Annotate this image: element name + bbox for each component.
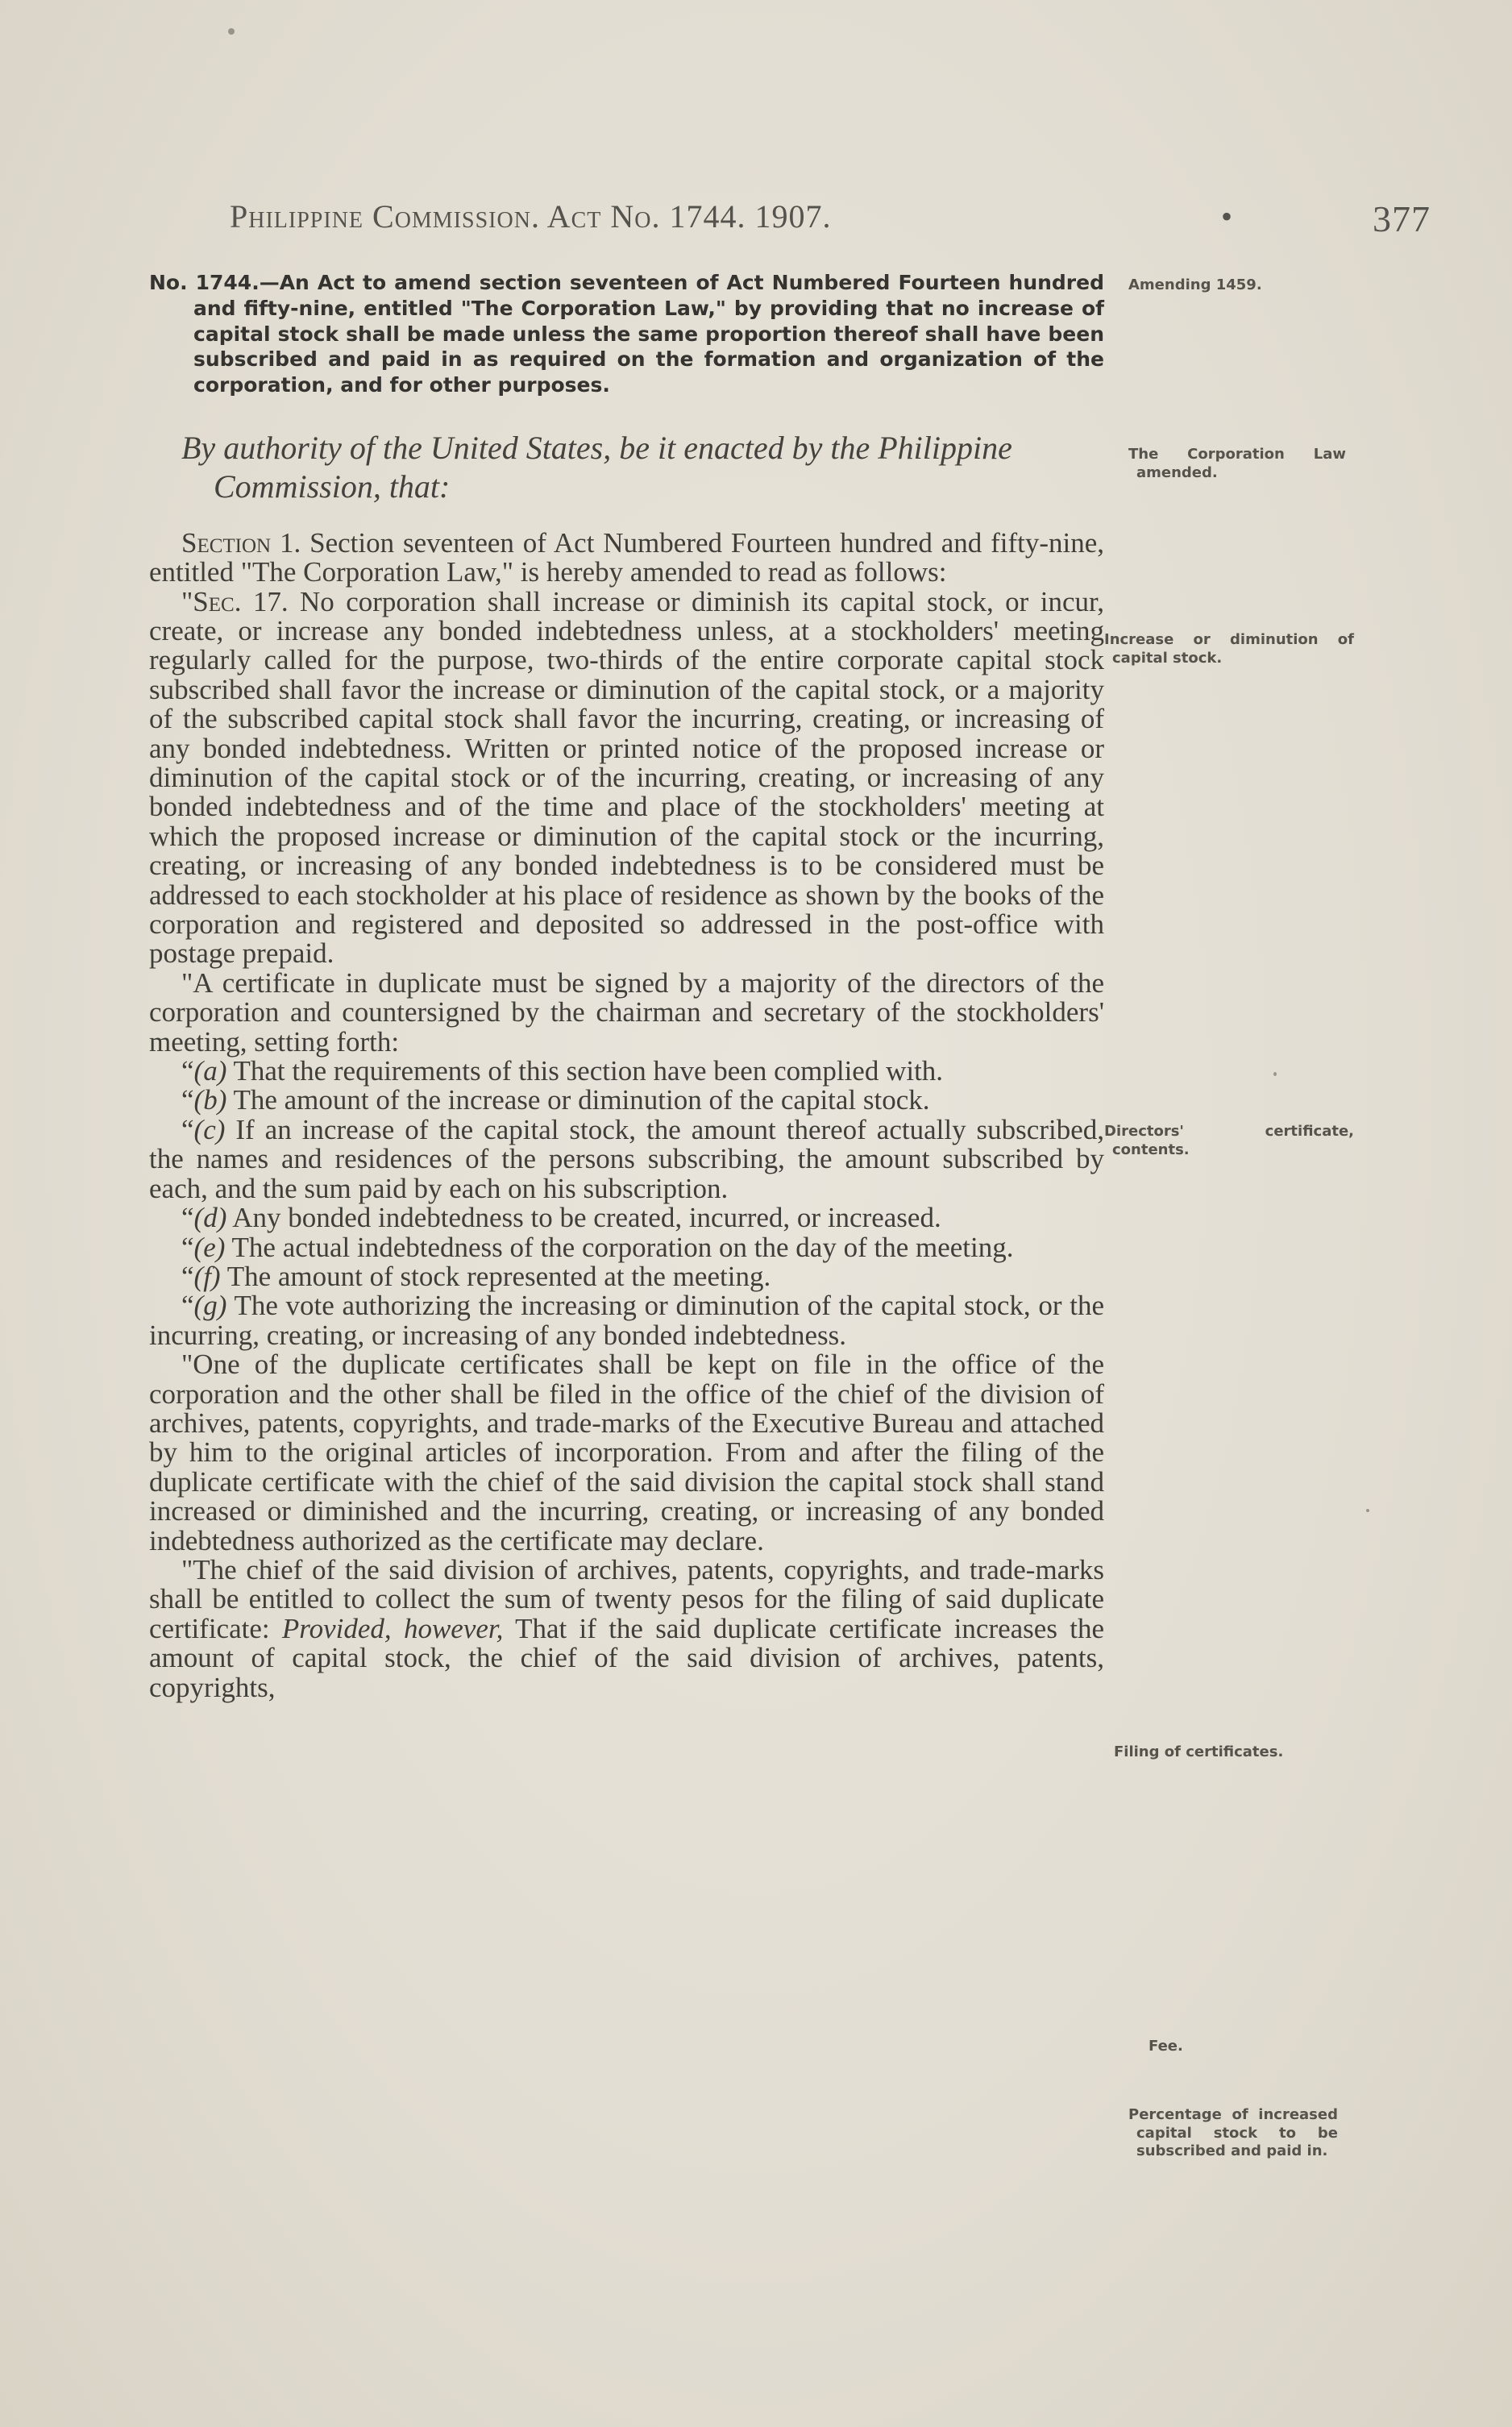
- proviso: Provided, however,: [281, 1612, 504, 1644]
- margin-note-percentage: Percentage of increased capital stock to be subscribed and paid in.: [1128, 2106, 1338, 2159]
- margin-note-fee: Fee.: [1149, 2038, 1183, 2055]
- clause-g: “(g) The vote authorizing the increasing or diminution of the capital stock, or the incurring, creating, or increasing of any bonded indebtedness.: [149, 1290, 1104, 1351]
- print-speck: [1366, 1509, 1369, 1512]
- main-text-column: [149, 270, 1104, 1702]
- clause-c: “(c) If an increase of the capital stock, the amount thereof actually subscribed, the names and residences of the persons subscribing, the amount subscribed by each, and the sum paid by each on his subscription.: [149, 1113, 1104, 1204]
- filing-paragraph: "One of the duplicate certificates shall be kept on file in the office of the corporation and the other shall be filed in the office of the chief of the division of archives, patents, copyrights, and trade-marks of the Executive Bureau and attached by him to the original articles of incorporation. From and after the filing of the duplicate certificate with the chief of the said division the capital stock shall stand increased or diminished and the incurring, creating, or increasing of any bonded indebtedness authorized as the certificate may declare.: [149, 1349, 1104, 1556]
- clause-text: The amount of the increase or diminution of the capital stock.: [233, 1084, 930, 1116]
- print-speck: [228, 28, 235, 35]
- fee-text-start: "The chief of the said division of archives, patents, copyrights, and trade-marks shall be entitled to collect the sum of twenty pesos for the filing of said duplicate certificate:: [149, 1553, 1104, 1644]
- header-bullet: •: [1221, 198, 1234, 235]
- margin-notes: [1104, 0, 1354, 2427]
- clause-label: (a): [193, 1055, 227, 1087]
- clause-text: Any bonded indebtedness to be created, incurred, or increased.: [232, 1202, 941, 1234]
- margin-note-increase: Increase or diminution of capital stock.: [1104, 631, 1354, 667]
- section-text: Section seventeen of Act Numbered Fourteen hundred and fifty-nine, entitled "The Corporation Law," is hereby amended to read as follows:: [149, 526, 1105, 588]
- fee-paragraph: [149, 1553, 1104, 1703]
- sec-17-label: "Sec. 17.: [181, 585, 289, 617]
- clause-label: (c): [193, 1113, 226, 1145]
- clause-f: “(f) The amount of stock represented at the meeting.: [181, 1260, 771, 1292]
- clause-label: (d): [193, 1202, 227, 1234]
- running-title: Philippine Commission. Act No. 1744. 1907.: [230, 198, 832, 235]
- act-body: [149, 526, 1105, 1703]
- act-title: No. 1744.—An Act to amend section seventeen of Act Numbered Fourteen hundred and fifty-nine, entitled "The Corporation Law," by providing that no increase of capital stock shall be made unless the same proportion thereof shall have been subscribed and paid in as required on the formation and organization of the corporation, and for other purposes.: [149, 271, 1104, 397]
- clause-label: (e): [193, 1231, 226, 1263]
- clause-text: The amount of stock represented at the meeting.: [226, 1260, 771, 1292]
- clause-text: The vote authorizing the increasing or diminution of the capital stock, or the incurring, creating, or increasing of any bonded indebtedness.: [149, 1290, 1104, 1351]
- clause-text: If an increase of the capital stock, the amount thereof actually subscribed, the names and residences of the persons subscribing, the amount subscribed by each, and the sum paid by each on his subscription.: [149, 1113, 1104, 1204]
- clause-label: (g): [193, 1290, 227, 1322]
- margin-note-directors: Directors' certificate, contents.: [1104, 1123, 1354, 1158]
- clause-text: That the requirements of this section have been complied with.: [233, 1055, 944, 1087]
- clause-label: (f): [193, 1260, 221, 1292]
- margin-note-amending: Amending 1459.: [1128, 276, 1262, 293]
- sec-17-text: No corporation shall increase or diminish its capital stock, or incur, create, or increase any bonded indebtedness unless, at a stockholders' meeting regularly called for the purpose, two-thirds of the entire corporate capital stock subscribed shall favor the increase or diminution of the capital stock, or a majority of the subscribed capital stock shall favor the incurring, creating, or increasing of any bonded indebtedness. Written or printed notice of the proposed increase or diminution of the capital stock or of the incurring, creating, or increasing of any bonded indebtedness and of the time and place of the stockholders' meeting at which the proposed increase or diminution of the capital stock or the incurring, creating, or increasing of any bonded indebtedness is to be considered must be addressed to each stockholder at his place of residence as shown by the books of the corporation and registered and deposited so addressed in the post-office with postage prepaid.: [149, 585, 1104, 970]
- clause-e: “(e) The actual indebtedness of the corporation on the day of the meeting.: [181, 1231, 1014, 1263]
- page-number: 377: [1373, 198, 1431, 239]
- clause-a: “(a) That the requirements of this section have been complied with.: [181, 1055, 944, 1087]
- margin-note-filing: Filing of certificates.: [1114, 1743, 1284, 1760]
- section-label: Section 1.: [181, 526, 301, 559]
- fee-text-end: That if the said duplicate certificate increases the amount of capital stock, the chief of the said division of archives, patents, copyrights,: [149, 1612, 1104, 1703]
- margin-note-corporation-law: The Corporation Law amended.: [1128, 446, 1346, 481]
- clause-text: The actual indebtedness of the corporation on the day of the meeting.: [231, 1231, 1014, 1263]
- sec-17-paragraph: [149, 585, 1104, 970]
- clause-d: “(d) Any bonded indebtedness to be created, incurred, or increased.: [181, 1202, 941, 1234]
- clause-b: “(b) The amount of the increase or diminution of the capital stock.: [181, 1084, 930, 1116]
- enacting-clause: By authority of the United States, be it enacted by the Philippine Commission, that:: [181, 429, 1012, 505]
- section-1-paragraph: [149, 526, 1105, 588]
- clause-label: (b): [193, 1084, 227, 1116]
- certificate-paragraph: "A certificate in duplicate must be signed by a majority of the directors of the corporation and countersigned by the chairman and secretary of the stockholders' meeting, setting forth:: [149, 966, 1104, 1058]
